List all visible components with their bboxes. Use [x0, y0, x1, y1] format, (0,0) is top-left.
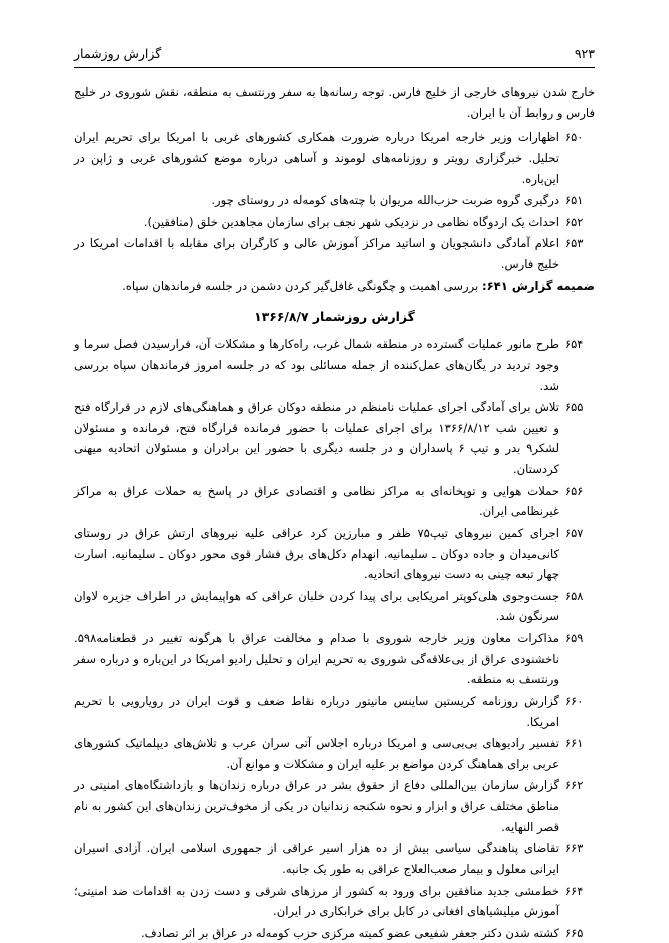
page-header [74, 46, 595, 68]
list-item [74, 523, 595, 585]
entry-text: حملات هوایی و توپخانه‌ای به مراکز نظامی و اقتصادی عراق در پاسخ به حملات عراق به مراکز غیرنظامی ایران. [74, 483, 559, 519]
list-item [74, 775, 595, 837]
list-item [74, 127, 595, 189]
entry-text: اظهارات وزیر خارجه امریکا درباره ضرورت همکاری کشورهای غربی با امریکا برای تحریم ایران تحلیل. خبرگزاری رویتر و روزنامه‌های لوموند و آساهی درباره موضع کشورهای غربی و ژاپن در این‌باره. [74, 130, 559, 186]
list-item [74, 212, 595, 233]
list-item [74, 397, 595, 480]
appendix-note [74, 276, 595, 297]
entry-number: ۶۵۸ [565, 588, 584, 603]
entry-number: ۶۵۷ [565, 525, 584, 540]
entry-number: ۶۶۲ [565, 778, 584, 793]
header-title: گزارش روزشمار [74, 46, 162, 61]
appendix-label: ضمیمه گزارش ۶۴۱: [481, 278, 595, 293]
intro-paragraph [74, 82, 595, 123]
entry-text: جست‌وجوی هلی‌کوپتر امریکایی برای پیدا کردن خلبان عراقی که هواپیمایش در اطراف جزیره لاوان سرنگون شد. [74, 588, 559, 624]
entry-text: اجرای کمین نیروهای تیپ۷۵ ظفر و مبارزین کرد عراقی علیه نیروهای ارتش عراق در روستای کانی‌میدان و جاده دوکان ـ سلیمانیه. انهدام دکل‌های برق فشار قوی محور دوکان ـ سلیمانیه. اسارت چهار تبعه چینی به دست نیروهای اتحادیه. [74, 525, 559, 582]
entry-number: ۶۵۵ [565, 400, 584, 415]
list-item [74, 733, 595, 774]
entry-text: تقاضای پناهندگی سیاسی بیش از ده هزار اسیر عراقی از جمهوری اسلامی ایران. آزادی اسیران ایرانی معلول و بیمار صعب‌العلاج عراقی به طور یک جانبه. [74, 841, 559, 876]
list-item [74, 233, 595, 274]
entry-number: ۶۵۳ [565, 236, 584, 251]
list-item [74, 691, 595, 732]
entry-number: ۶۶۱ [565, 736, 584, 751]
section-title: گزارش روزشمار ۱۳۶۶/۸/۷ [254, 309, 415, 325]
entry-text: درگیری گروه ضربت حزب‌الله مریوان با چته‌های کومه‌له در روستای چور. [211, 193, 559, 208]
entry-number: ۶۵۴ [565, 337, 584, 352]
entry-text: اعلام آمادگی دانشجویان و اساتید مراکز آموزش عالی و کارگران برای مقابله با اقدامات امریکا در خلیج فارس. [74, 236, 559, 271]
entry-list-second [74, 334, 595, 943]
entry-list-first [74, 127, 595, 274]
entry-text: گزارش سازمان بین‌المللی دفاع از حقوق بشر در عراق درباره زندان‌ها و بازداشتگاه‌های امنیتی در مناطق مختلف عراق و ابزار و نحوه شکنجه زندانیان در یکی از مخوف‌ترین زندان‌های این کشور به نام قصر النهایه. [74, 778, 559, 834]
list-item [74, 586, 595, 627]
entry-text: تلاش برای آمادگی اجرای عملیات نامنظم در منطقه دوکان عراق و هماهنگی‌های لازم در قرارگاه فتح و تعیین شب ۱۳۶۶/۸/۱۲ برای اجرای عملیات با حضور فرمانده قرارگاه فتح، فرمانده و مسئولان لشکر۹ بدر و تیپ ۶ پاسداران و در جلسه دیگری با حضور این برادران و مسئولان اتحادیه میهنی کردستان. [74, 400, 559, 476]
list-item [74, 334, 595, 396]
entry-number: ۶۶۰ [565, 693, 584, 708]
entry-text: گزارش روزنامه کریستین ساینس مانیتور درباره نقاط ضعف و قوت ایران در رویارویی با تحریم امریکا. [74, 693, 559, 729]
list-item [74, 190, 595, 211]
entry-number: ۶۵۲ [565, 214, 584, 229]
list-item [74, 481, 595, 522]
intro-line: خارج شدن نیروهای خارجی از خلیج فارس. توجه رسانه‌ها به سفر ورنتسف به منطقه، نقش شوروی در خلیج فارس و روابط آن با ایران. [74, 85, 595, 120]
entry-number: ۶۵۶ [565, 483, 584, 498]
entry-text: خط‌مشی جدید منافقین برای ورود به کشور از مرزهای شرقی و دست زدن به اقدامات ضد امنیتی؛ آموزش میلیشیاهای افغانی در کابل برای خرابکاری در ایران. [74, 883, 559, 919]
list-item [74, 838, 595, 879]
appendix-text: بررسی اهمیت و چگونگی غافل‌گیر کردن دشمن در جلسه فرماندهان سپاه. [122, 278, 482, 293]
entry-number: ۶۵۱ [565, 193, 584, 208]
page-number: ۹۲۳ [574, 46, 595, 61]
entry-number: ۶۶۵ [565, 925, 584, 940]
list-item [74, 923, 595, 943]
entry-text: مذاکرات معاون وزیر خارجه شوروی با صدام و مخالفت عراق با هرگونه تغییر در قطعنامه۵۹۸. ناخشنودی عراق از بی‌علاقه‌گی شوروی به تحریم ایران و تحلیل رادیو امریکا در این‌باره و درباره سفر ورنتسف به منطقه. [74, 631, 559, 687]
list-item [74, 881, 595, 922]
entry-number: ۶۵۰ [565, 130, 584, 145]
entry-text: طرح مانور عملیات گسترده در منطقه شمال غرب، راه‌کارها و مشکلات آن، فرارسیدن فصل سرما و وجود تردید در یگان‌های عمل‌کننده از جمله مسائلی بود که در جلسه امروز فرماندهان سپاه بررسی شد. [74, 337, 559, 393]
entry-number: ۶۵۹ [565, 631, 584, 645]
entry-number: ۶۶۳ [565, 841, 584, 856]
entry-text: احداث یک اردوگاه نظامی در نزدیکی شهر نجف برای سازمان مجاهدین خلق (منافقین). [143, 214, 559, 229]
entry-number: ۶۶۴ [565, 883, 584, 898]
list-item [74, 628, 595, 690]
entry-text: تفسیر رادیوهای بی‌بی‌سی و امریکا درباره اجلاس آتی سران عرب و تلاش‌های دیپلماتیک کشورهای عربی برای هماهنگ کردن مواضع بر علیه ایران و مشکلات و موانع آن. [74, 736, 559, 771]
entry-text: کشته شدن دکتر جعفر شفیعی عضو کمیته مرکزی حزب کومه‌له در عراق بر اثر تصادف. [140, 925, 559, 940]
